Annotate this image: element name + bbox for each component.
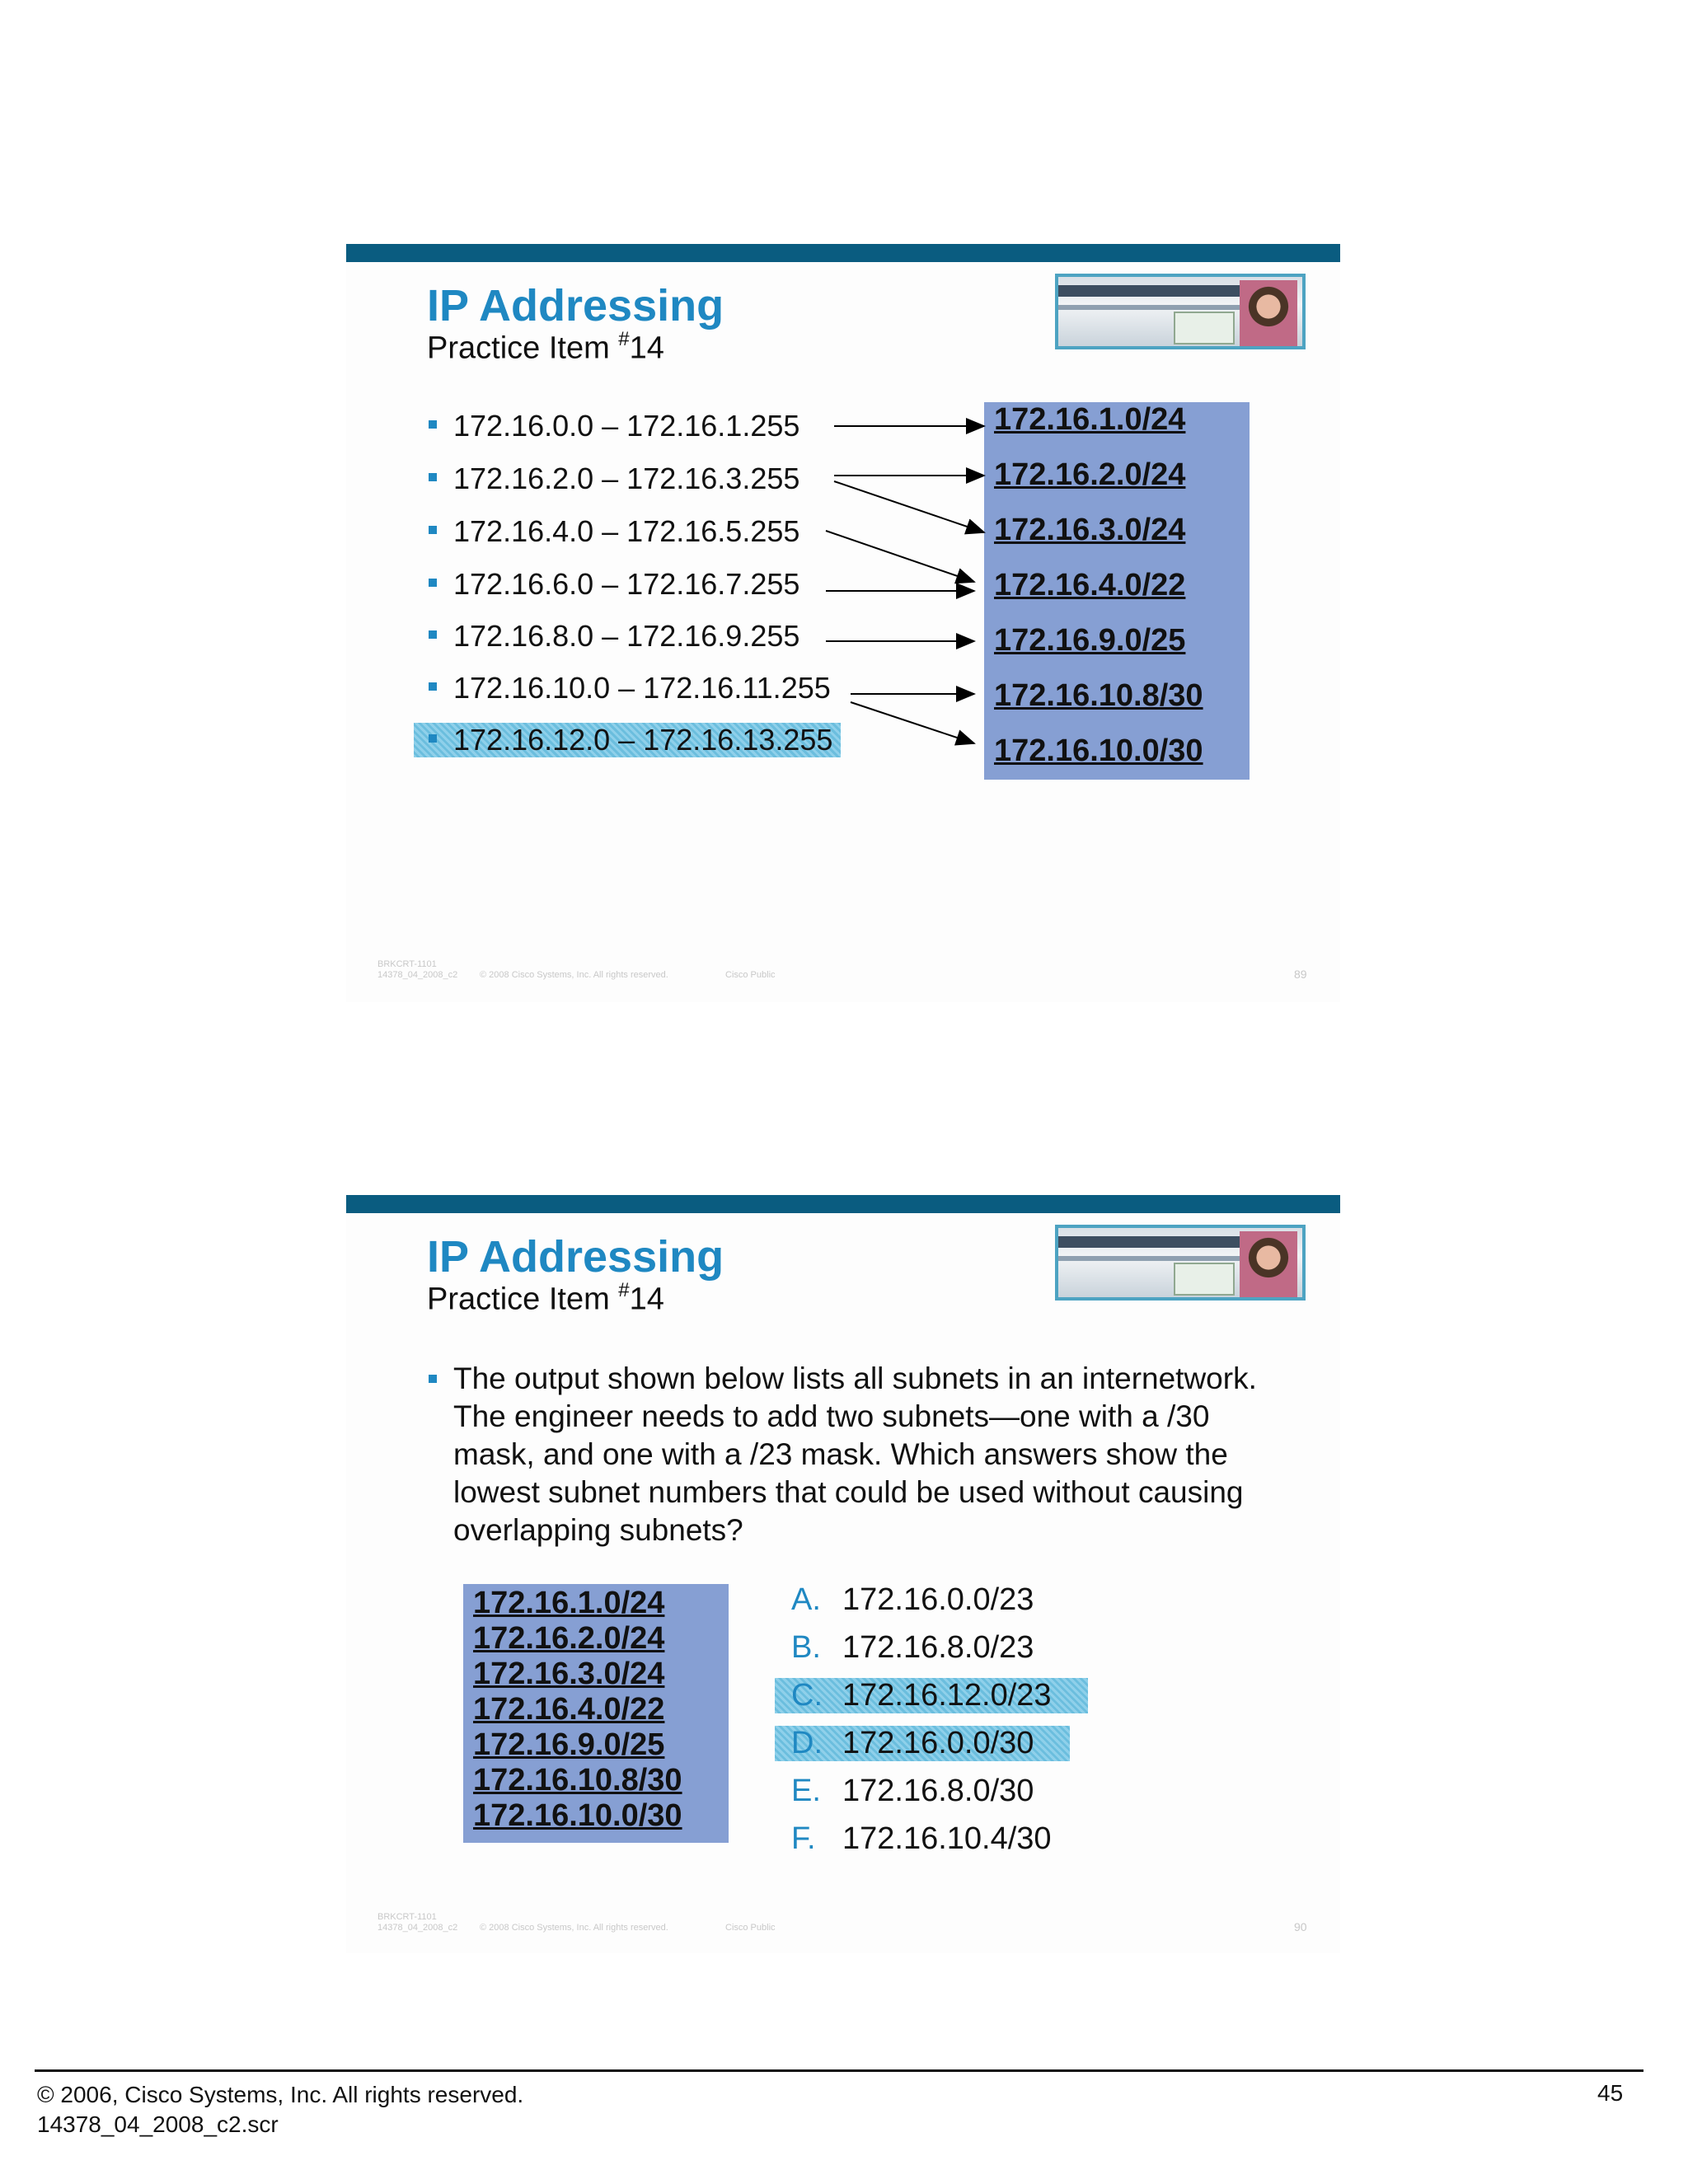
subnet-entry: 172.16.9.0/25: [994, 623, 1186, 658]
subnet-entry: 172.16.10.0/30: [473, 1798, 682, 1833]
highlighted-list-item: 172.16.12.0 – 172.16.13.255: [414, 723, 841, 757]
subnet-entry: 172.16.2.0/24: [473, 1621, 665, 1656]
arrow-line: [851, 702, 974, 743]
answer-option-d: D. 172.16.0.0/30: [775, 1726, 1070, 1761]
list-item: 172.16.6.0 – 172.16.7.255: [429, 567, 799, 602]
answer-option-f: F. 172.16.10.4/30: [791, 1821, 1052, 1856]
subnet-entry: 172.16.4.0/22: [473, 1692, 665, 1727]
footer-divider: [35, 2069, 1643, 2072]
subnet-output-box: [463, 1584, 729, 1843]
list-item: 172.16.2.0 – 172.16.3.255: [429, 462, 799, 496]
answer-option-b: B. 172.16.8.0/23: [791, 1630, 1034, 1665]
page-number: 45: [1597, 2080, 1624, 2106]
copyright-text: © 2006, Cisco Systems, Inc. All rights reserved.: [37, 2082, 524, 2107]
question-text: The output shown below lists all subnets in an internetwork. The engineer needs to add two subnets—one with a /30 mask, and one with a /23 mask. Which answers show the lowest subnet numbers that could be used without causing overlapping subnets?: [429, 1360, 1261, 1549]
slide-title: IP Addressing: [427, 281, 724, 330]
subnet-entry: 172.16.10.8/30: [473, 1763, 682, 1797]
slide-89: IP Addressing Practice Item #14 172.16.0.0 – 172.16.1.255 172.16.2.0 – 172.16.3.255 172.16.4.0 – 172.16.5.255 172.16.6.0 – 172.16.7.255 172.16.8.0 – 172.16.9.255 172.16.10.0 – 172.16.11.255 172.16.12.0 – 172.16.13.255 172.16.1.0/24 172.16.2.0/24 172.16.3.0/24 172.16.4.0/22 172.16.9.0/25 172.16.10.8/30 172.16.10.0/30 BRKCRT-1101 14378_04_2008_c2 © 2008 Cisco Systems, Inc. All rights reserved. Cisco Public 89: [346, 244, 1340, 1002]
arrow-line: [826, 531, 974, 582]
slide-top-bar: [346, 1195, 1340, 1213]
slide-90: IP Addressing Practice Item #14 The output shown below lists all subnets in an internetwork. The engineer needs to add two subnets—one with a /30 mask, and one with a /23 mask. Which answers show the lowest subnet numbers that could be used without causing overlapping subnets? 172.16.1.0/24 172.16.2.0/24 172.16.3.0/24 172.16.4.0/22 172.16.9.0/25 172.16.10.8/30 172.16.10.0/30 A. 172.16.0.0/23 B. 172.16.8.0/23 C. 172.16.12.0/23 D. 172.16.0.0/30 E. 172.16.8.0/30 F. 172.16.10.4/30 BRKCRT-1101 14378_04_2008_c2 © 2008 Cisco Systems, Inc. All rights reserved. Cisco Public 90: [346, 1195, 1340, 1953]
arrow-line: [834, 481, 984, 532]
mapping-arrows: [346, 244, 1340, 821]
subnet-entry: 172.16.1.0/24: [473, 1586, 665, 1620]
slide-title: IP Addressing: [427, 1232, 724, 1282]
subnet-entry: 172.16.10.0/30: [994, 733, 1203, 768]
list-item: 172.16.10.0 – 172.16.11.255: [429, 671, 831, 705]
bullet-icon: [429, 1375, 437, 1383]
page-footer: [37, 2080, 523, 2139]
subnet-entry: 172.16.9.0/25: [473, 1727, 665, 1762]
subnet-entry: 172.16.4.0/22: [994, 568, 1186, 602]
subnet-entry: 172.16.1.0/24: [994, 402, 1186, 437]
answer-option-a: A. 172.16.0.0/23: [791, 1582, 1034, 1617]
slide-subtitle: Practice Item #14: [427, 1279, 664, 1317]
subnet-entry: 172.16.2.0/24: [994, 457, 1186, 492]
presenter-photo: [1055, 1225, 1306, 1301]
slide-subtitle: Practice Item #14: [427, 328, 664, 366]
list-item: 172.16.8.0 – 172.16.9.255: [429, 619, 799, 654]
file-name: 14378_04_2008_c2.scr: [37, 2111, 279, 2137]
list-item: 172.16.0.0 – 172.16.1.255: [429, 409, 799, 443]
slide-page-number: 89: [1294, 968, 1307, 981]
subnet-entry: 172.16.3.0/24: [994, 513, 1186, 547]
subnet-entry: 172.16.10.8/30: [994, 678, 1203, 713]
subnet-entry: 172.16.3.0/24: [473, 1657, 665, 1691]
list-item: 172.16.4.0 – 172.16.5.255: [429, 514, 799, 549]
slide-page-number: 90: [1294, 1920, 1307, 1933]
answer-option-c: C. 172.16.12.0/23: [775, 1678, 1088, 1713]
answer-option-e: E. 172.16.8.0/30: [791, 1774, 1034, 1808]
